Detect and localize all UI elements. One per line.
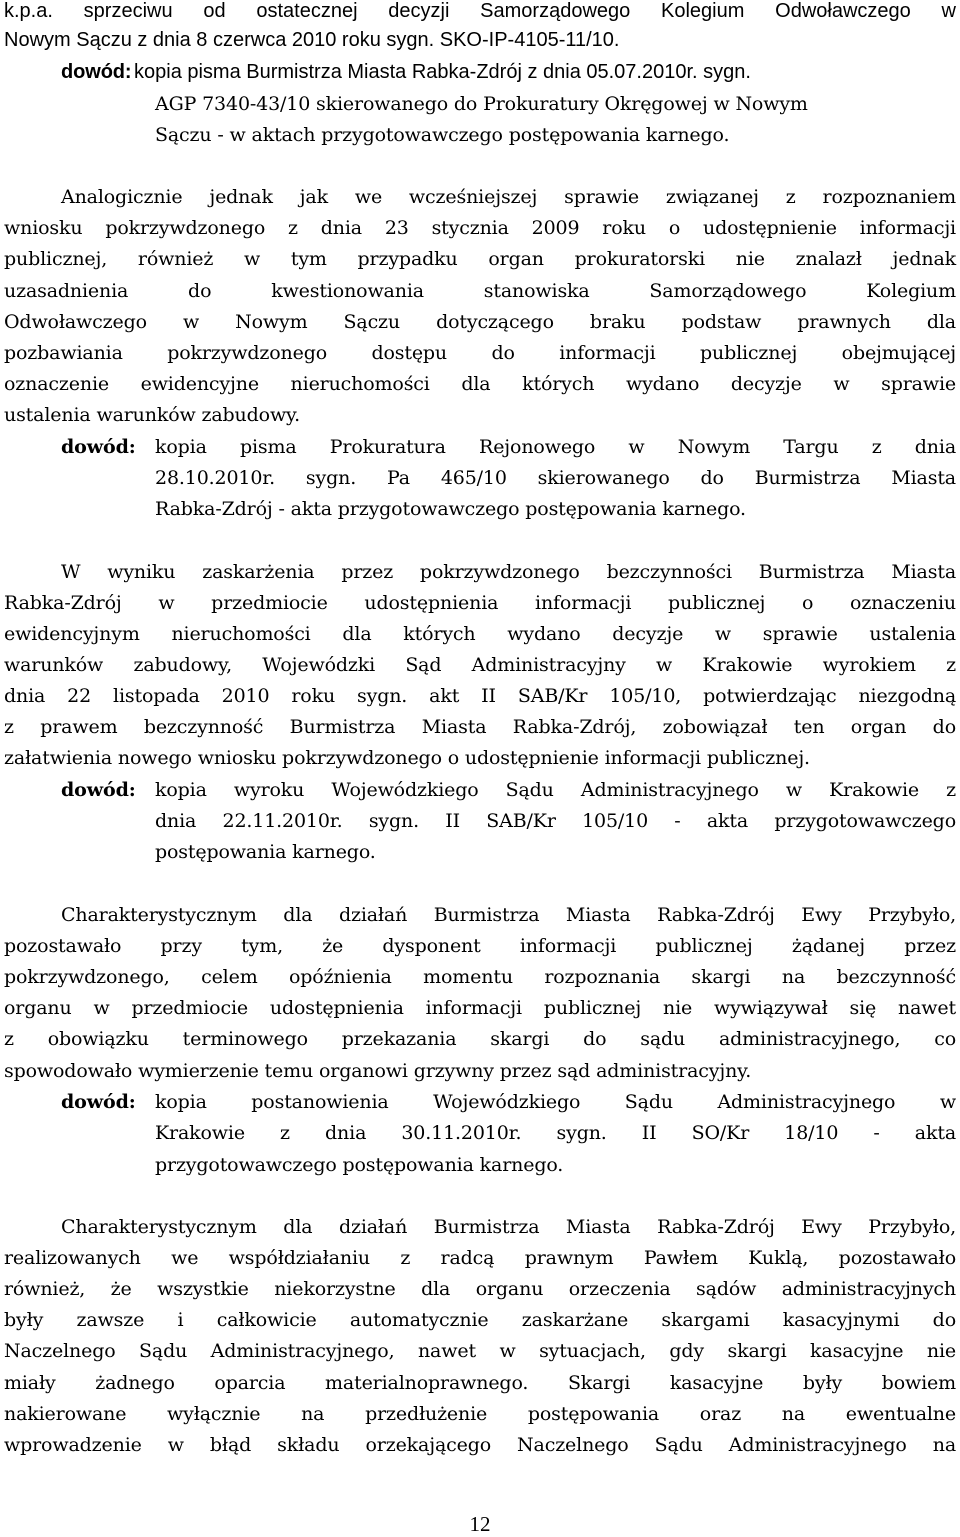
evidence-text-line: postępowania karnego.: [155, 841, 376, 863]
evidence-text-line: kopia wyroku Wojewódzkiego Sądu Administracyjnego w Krakowie z: [155, 779, 956, 801]
text-line: Charakterystycznym dla działań Burmistrza Miasta Rabka-Zdrój Ewy Przybyło,: [61, 904, 956, 926]
text-line: realizowanych we współdziałaniu z radcą prawnym Pawłem Kuklą, pozostawało: [4, 1247, 956, 1269]
text-line: miały żadnego oparcia materialnoprawnego. Skargi kasacyjne były bowiem: [4, 1372, 956, 1394]
text-line: Rabka-Zdrój w przedmiocie udostępnienia informacji publicznej o oznaczeniu: [4, 592, 956, 614]
evidence-text-line: AGP 7340-43/10 skierowanego do Prokuratury Okręgowej w Nowym: [155, 93, 808, 115]
text-line: oznaczenie ewidencyjne nieruchomości dla których wydano decyzje w sprawie: [4, 373, 956, 395]
text-line: Naczelnego Sądu Administracyjnego, nawet w sytuacjach, gdy skargi kasacyjne nie: [4, 1340, 956, 1362]
evidence-text-line: Krakowie z dnia 30.11.2010r. sygn. II SO/Kr 18/10 - akta: [155, 1122, 956, 1144]
text-line: wprowadzenie w błąd składu orzekającego Naczelnego Sądu Administracyjnego na: [4, 1434, 956, 1456]
evidence-label: dowód:: [61, 61, 132, 83]
text-line: z prawem bezczynność Burmistrza Miasta Rabka-Zdrój, zobowiązał ten organ do: [4, 716, 956, 738]
evidence-label: dowód:: [61, 779, 136, 801]
text-line: nakierowane wyłącznie na przedłużenie postępowania oraz na ewentualne: [4, 1403, 956, 1425]
text-line: z obowiązku terminowego przekazania skargi do sądu administracyjnego, co: [4, 1028, 956, 1050]
text-line: k.p.a. sprzeciwu od ostatecznej decyzji Samorządowego Kolegium Odwoławczego w: [4, 0, 956, 22]
text-line: ustalenia warunków zabudowy.: [4, 404, 301, 426]
text-line: pozbawiania pokrzywdzonego dostępu do informacji publicznej obejmującej: [4, 342, 956, 364]
text-line: spowodowało wymierzenie temu organowi grzywny przez sąd administracyjny.: [4, 1060, 752, 1082]
text-line: Charakterystycznym dla działań Burmistrza Miasta Rabka-Zdrój Ewy Przybyło,: [61, 1216, 956, 1238]
evidence-label: dowód:: [61, 436, 136, 458]
text-line: Nowym Sączu z dnia 8 czerwca 2010 roku sygn. SKO-IP-4105-11/10.: [4, 29, 620, 51]
text-line: organu w przedmiocie udostępnienia informacji publicznej nie wywiązywał się nawet: [4, 997, 956, 1019]
evidence-text-line: przygotowawczego postępowania karnego.: [155, 1154, 564, 1176]
evidence-text-line: 28.10.2010r. sygn. Pa 465/10 skierowanego do Burmistrza Miasta: [155, 467, 956, 489]
text-line: warunków zabudowy, Wojewódzki Sąd Administracyjny w Krakowie wyrokiem z: [4, 654, 956, 676]
evidence-text-line: kopia pisma Burmistrza Miasta Rabka-Zdrój z dnia 05.07.2010r. sygn.: [134, 61, 751, 83]
text-line: dnia 22 listopada 2010 roku sygn. akt II SAB/Kr 105/10, potwierdzając niezgodną: [4, 685, 956, 707]
evidence-text-line: Sączu - w aktach przygotowawczego postępowania karnego.: [155, 124, 730, 146]
text-line: załatwienia nowego wniosku pokrzywdzonego o udostępnienie informacji publicznej.: [4, 747, 810, 769]
text-line: publicznej, również w tym przypadku organ prokuratorski nie znalazł jednak: [4, 248, 956, 270]
evidence-text-line: Rabka-Zdrój - akta przygotowawczego postępowania karnego.: [155, 498, 746, 520]
text-line: uzasadnienia do kwestionowania stanowiska Samorządowego Kolegium: [4, 280, 956, 302]
evidence-text-line: dnia 22.11.2010r. sygn. II SAB/Kr 105/10 - akta przygotowawczego: [155, 810, 956, 832]
text-line: były zawsze i całkowicie automatycznie zaskarżane skargami kasacyjnymi do: [4, 1309, 956, 1331]
text-line: ewidencyjnym nieruchomości dla których wydano decyzje w sprawie ustalenia: [4, 623, 956, 645]
text-line: wniosku pokrzywdzonego z dnia 23 stycznia 2009 roku o udostępnienie informacji: [4, 217, 956, 239]
text-line: Odwoławczego w Nowym Sączu dotyczącego braku podstaw prawnych dla: [4, 311, 956, 333]
text-line: również, że wszystkie niekorzystne dla organu orzeczenia sądów administracyjnych: [4, 1278, 956, 1300]
evidence-text-line: kopia pisma Prokuratura Rejonowego w Nowym Targu z dnia: [155, 436, 956, 458]
text-line: pozostawało przy tym, że dysponent informacji publicznej żądanej przez: [4, 935, 956, 957]
page-number: 12: [469, 1512, 491, 1536]
text-line: W wyniku zaskarżenia przez pokrzywdzonego bezczynności Burmistrza Miasta: [61, 561, 956, 583]
text-line: Analogicznie jednak jak we wcześniejszej sprawie związanej z rozpoznaniem: [61, 186, 956, 208]
evidence-text-line: kopia postanowienia Wojewódzkiego Sądu Administracyjnego w: [155, 1091, 956, 1113]
text-line: pokrzywdzonego, celem opóźnienia momentu rozpoznania skargi na bezczynność: [4, 966, 956, 988]
evidence-label: dowód:: [61, 1091, 136, 1113]
